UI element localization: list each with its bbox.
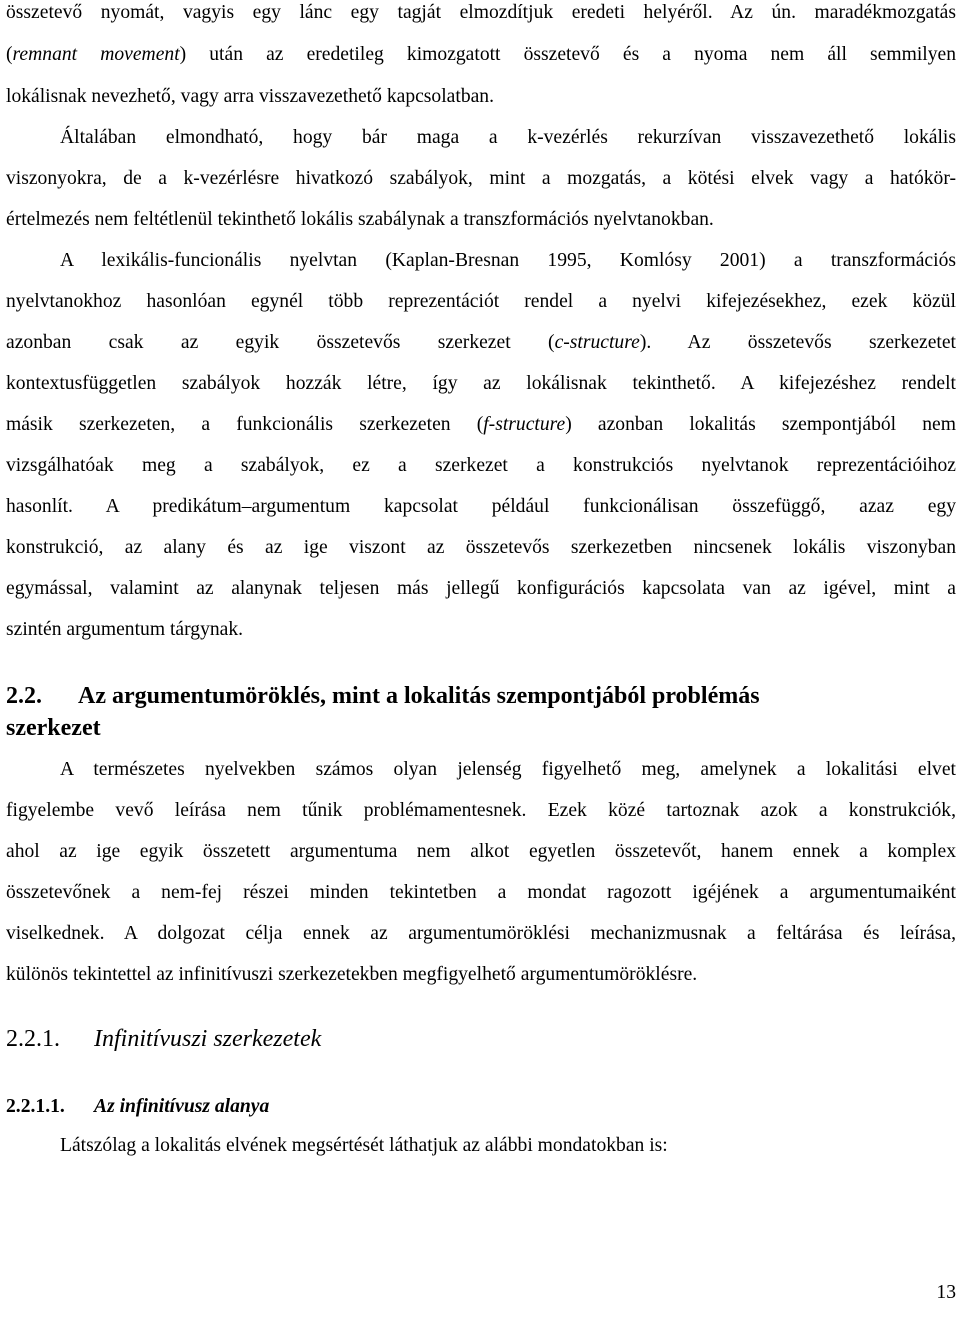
subsection-heading: 2.2.1. Infinitívuszi szerkezetek: [6, 1026, 322, 1052]
text-line: értelmezés nem feltétlenül tekinthető lokális szabálynak a transzformációs nyelvtanokban.: [6, 209, 714, 230]
text-line: (remnant movement) után az eredetileg kimozgatott összetevő és a nyoma nem áll semmilyen: [6, 44, 956, 65]
text-line: A természetes nyelvekben számos olyan jelenség figyelhető meg, amelynek a lokalitási elvet: [60, 759, 956, 780]
text-line: viszonyokra, de a k-vezérlésre hivatkozó szabályok, mint a mozgatás, a kötési elvek vagy a hatókör-: [6, 168, 956, 189]
text-line: másik szerkezeten, a funkcionális szerkezeten (f-structure) azonban lokalitás szempontjából nem: [6, 414, 956, 435]
page-number: 13: [936, 1282, 956, 1303]
text-line: figyelembe vevő leírása nem tűnik problémamentesnek. Ezek közé tartoznak azok a konstrukciók,: [6, 800, 956, 821]
text-line: lokálisnak nevezhető, vagy arra visszavezethető kapcsolatban.: [6, 86, 495, 107]
text-line: azonban csak az egyik összetevős szerkezet (c-structure). Az összetevős szerkezetet: [6, 332, 957, 353]
text-line: viselkednek. A dolgozat célja ennek az argumentumöröklési mechanizmusnak a feltárása és leírása,: [6, 923, 956, 944]
text-line: különös tekintettel az infinitívuszi szerkezetekben megfigyelhető argumentumöröklésre.: [6, 964, 698, 985]
text-line: konstrukció, az alany és az ige viszont az összetevős szerkezetben nincsenek lokális viszonyban: [6, 537, 956, 558]
text-line: összetevő nyomát, vagyis egy lánc egy tagját elmozdítjuk eredeti helyéről. Az ún. maradékmozgatás: [6, 2, 956, 23]
text-line: A lexikális-funcionális nyelvtan (Kaplan-Bresnan 1995, Komlósy 2001) a transzformációs: [60, 250, 956, 271]
text-line: ahol az ige egyik összetett argumentuma nem alkot egyetlen összetevőt, hanem ennek a komplex: [6, 841, 956, 862]
text-line: kontextusfüggetlen szabályok hozzák létre, így az lokálisnak tekinthető. A kifejezéshez rendelt: [6, 373, 956, 394]
text-line: Látszólag a lokalitás elvének megsértését láthatjuk az alábbi mondatokban is:: [60, 1135, 668, 1156]
text-line: szintén argumentum tárgynak.: [6, 619, 244, 640]
text-line: összetevőnek a nem-fej részei minden tekintetben a mondat ragozott igéjének a argumentumaiként: [6, 882, 956, 903]
text-line: vizsgálhatóak meg a szabályok, ez a szerkezet a konstrukciós nyelvtanok reprezentációihoz: [6, 455, 956, 476]
text-line: nyelvtanokhoz hasonlóan egynél több reprezentációt rendel a nyelvi kifejezésekhez, ezek közül: [6, 291, 956, 312]
text-line: Általában elmondható, hogy bár maga a k-vezérlés rekurzívan visszavezethető lokális: [60, 127, 956, 148]
text-line: egymással, valamint az alanynak teljesen más jellegű konfigurációs kapcsolata van az igével, mint a: [6, 578, 956, 599]
subsubsection-heading: 2.2.1.1. Az infinitívusz alanya: [6, 1096, 270, 1117]
text-line: hasonlít. A predikátum–argumentum kapcsolat például funkcionálisan összefüggő, azaz egy: [6, 496, 956, 517]
section-heading: 2.2. Az argumentumöröklés, mint a lokalitás szempontjából problémás szerkezet: [6, 683, 760, 742]
